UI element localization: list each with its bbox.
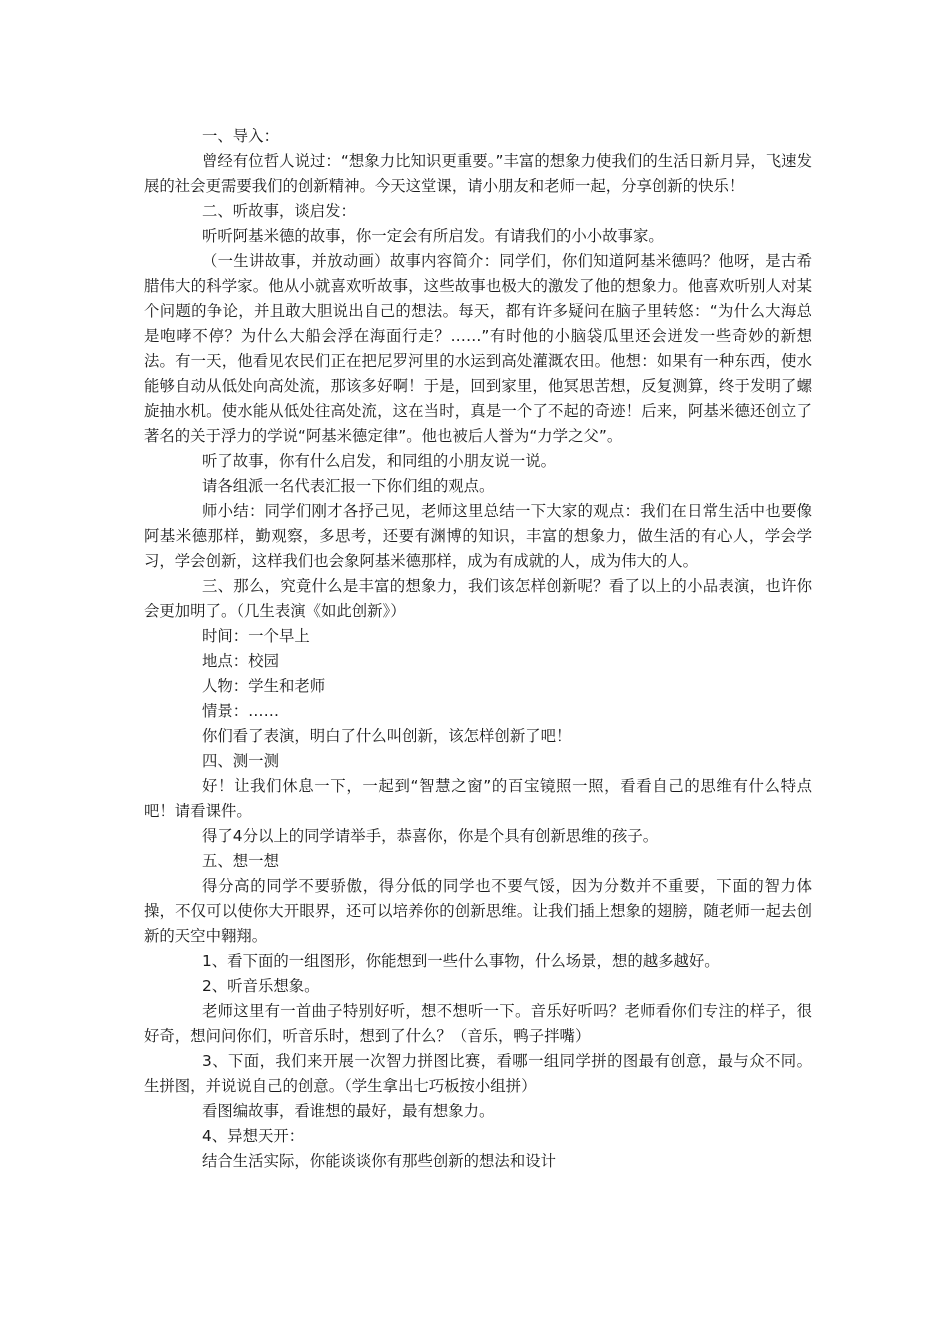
skit-time: 时间：一个早上 xyxy=(202,627,310,645)
paragraph-skit-reflection: 你们看了表演，明白了什么叫创新，该怎样创新了吧！ xyxy=(202,727,572,745)
paragraph-discussion: 听了故事，你有什么启发，和同组的小朋友说一说。 xyxy=(202,452,556,470)
paragraph-story-intro: 听听阿基米德的故事，你一定会有所启发。有请我们的小小故事家。 xyxy=(202,227,664,245)
item-3-puzzle: 3、下面，我们来开展一次智力拼图比赛，看哪一组同学拼的图最有创意，最与众不同。生拼图，并说说自己的创意。（学生拿出七巧板按小组拼） xyxy=(144,1052,812,1095)
skit-place: 地点：校园 xyxy=(202,652,279,670)
item-1-shapes: 1、看下面的一组图形，你能想到一些什么事物，什么场景，想的越多越好。 xyxy=(202,952,720,970)
paragraph-philosopher-quote: 曾经有位哲人说过：“想象力比知识更重要。”丰富的想象力使我们的生活日新月异，飞速发展的社会更需要我们的创新精神。今天这堂课，请小朋友和老师一起，分享创新的快乐！ xyxy=(144,152,812,195)
paragraph-archimedes-story: （一生讲故事，并放动画）故事内容简介：同学们，你们知道阿基米德吗？他呀，是古希腊伟大的科学家。他从小就喜欢听故事，这些故事也极大的激发了他的想象力。他喜欢听别人对某个问题的争论，并且敢大胆说出自己的想法。每天，都有许多疑问在脑子里转悠：“为什么大海总是咆哮不停？为什么大船会浮在海面行走？……”有时他的小脑袋瓜里还会迸发一些奇妙的新想法。有一天，他看见农民们正在把尼罗河里的水运到高处灌溉农田。他想：如果有一种东西，使水能够自动从低处向高处流，那该多好啊！于是，回到家里，他冥思苦想，反复测算，终于发明了螺旋抽水机。使水能从低处往高处流，这在当时，真是一个了不起的奇迹！后来，阿基米德还创立了著名的关于浮力的学说“阿基米德定律”。他也被后人誉为“力学之父”。 xyxy=(144,252,812,445)
paragraph-life-ideas: 结合生活实际，你能谈谈你有那些创新的想法和设计 xyxy=(202,1152,556,1170)
paragraph-wisdom-window: 好！让我们休息一下，一起到“智慧之窗”的百宝镜照一照，看看自己的思维有什么特点吧！请看课件。 xyxy=(144,777,812,820)
paragraph-group-report: 请各组派一名代表汇报一下你们组的观点。 xyxy=(202,477,495,495)
skit-characters: 人物：学生和老师 xyxy=(202,677,326,695)
heading-introduction: 一、导入： xyxy=(202,127,279,145)
paragraph-music-question: 老师这里有一首曲子特别好听，想不想听一下。音乐好听吗？老师看你们专注的样子，很好奇，想问问你们，听音乐时，想到了什么？（音乐，鸭子拌嘴） xyxy=(144,1002,812,1045)
paragraph-picture-story: 看图编故事，看谁想的最好，最有想象力。 xyxy=(202,1102,495,1120)
item-2-music: 2、听音乐想象。 xyxy=(202,977,320,995)
paragraph-score-result: 得了4分以上的同学请举手，恭喜你，你是个具有创新思维的孩子。 xyxy=(202,827,659,845)
heading-story: 二、听故事，谈启发： xyxy=(202,202,356,220)
heading-imagination: 三、那么，究竟什么是丰富的想象力，我们该怎样创新呢？看了以上的小品表演，也许你会更加明了。（几生表演《如此创新》） xyxy=(144,577,812,620)
heading-test: 四、测一测 xyxy=(202,752,279,770)
paragraph-teacher-summary: 师小结：同学们刚才各抒己见，老师这里总结一下大家的观点：我们在日常生活中也要像阿基米德那样，勤观察，多思考，还要有渊博的知识，丰富的想象力，做生活的有心人，学会学习，学会创新，这样我们也会象阿基米德那样，成为有成就的人，成为伟大的人。 xyxy=(144,502,812,570)
paragraph-encouragement: 得分高的同学不要骄傲，得分低的同学也不要气馁，因为分数并不重要，下面的智力体操，不仅可以使你大开眼界，还可以培养你的创新思维。让我们插上想象的翅膀，随老师一起去创新的天空中翱翔。 xyxy=(144,877,812,945)
item-4-fantasy: 4、异想天开： xyxy=(202,1127,305,1145)
document-body xyxy=(144,124,812,1174)
skit-scene: 情景：…… xyxy=(202,702,279,720)
heading-think: 五、想一想 xyxy=(202,852,279,870)
